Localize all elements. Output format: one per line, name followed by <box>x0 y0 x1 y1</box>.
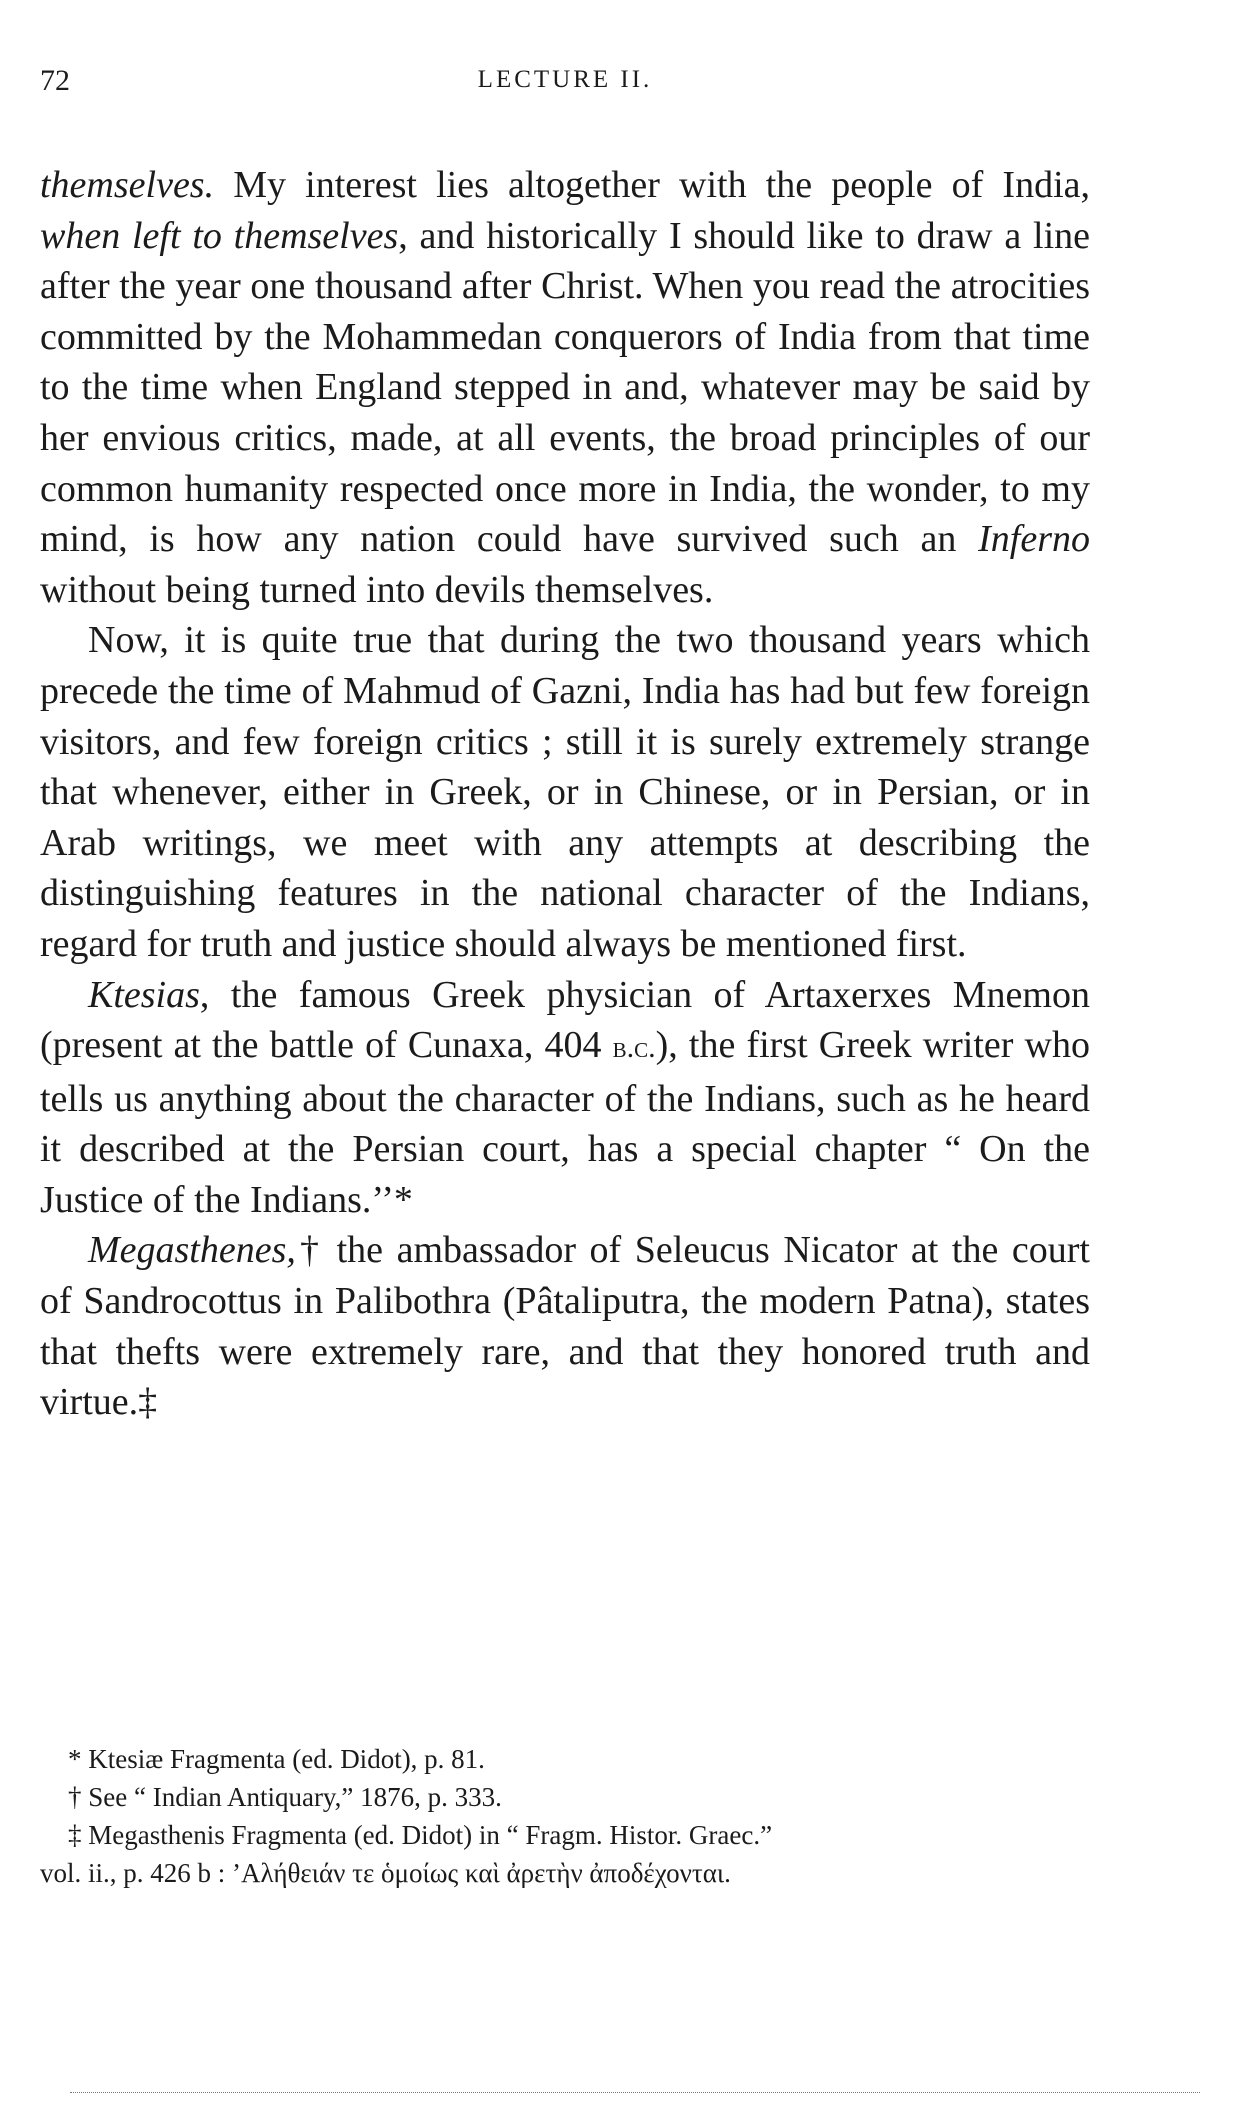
italic-text: themselves. <box>40 164 215 206</box>
paragraph <box>40 1225 1090 1427</box>
page-number: 72 <box>40 64 70 97</box>
italic-text: when left to themselves <box>40 214 399 257</box>
text-run: ), the first Greek writer who tells us anything about the character of the Indians, such as he heard it described at the Persian court, has a special chapter “ On the Justice of the Indians.’’* <box>40 1024 1090 1221</box>
text-run: , the famous Greek physician of Artaxerxes Mnemon (present at the battle of Cunaxa, 404 <box>40 973 1090 1067</box>
text-run: , and historically I should like to draw a line after the year one thousand after Christ. When you read the atrocities committed by the Mohammedan conquerors of India from that time to the time when England stepped in and, whatever may be said by her envious critics, made, at all events, the broad principles of our common humanity respected once more in India, the wonder, to my mind, is how any nation could have survived such an <box>40 214 1090 561</box>
paragraph <box>40 160 1090 615</box>
text-run: † the ambassador of Seleucus Nicator at the court of Sandrocottus in Palibothra (Pâtaliputra, the modern Patna), states that thefts were extremely rare, and that they honored truth and virtue.‡ <box>40 1229 1090 1424</box>
body-text <box>40 160 1090 1428</box>
paragraph <box>40 615 1090 969</box>
footnotes <box>40 1740 1090 1892</box>
footnote: ‡ Megasthenis Fragmenta (ed. Didot) in “ Fragm. Histor. Graec.” <box>68 1820 773 1850</box>
text-run: Now, it is quite true that during the two thousand years which precede the time of Mahmud of Gazni, India has had but few foreign visitors, and few foreign critics ; still it is surely extremely strange that whenever, either in Greek, or in Chinese, or in Persian, or in Arab writings, we meet with any attempts at describing the distinguishing features in the national character of the Indians, regard for truth and justice should always be mentioned first. <box>40 619 1090 965</box>
text-run: without being turned into devils themselves. <box>40 568 714 611</box>
italic-text: Ktesias <box>88 973 200 1016</box>
italic-text: Inferno <box>978 518 1090 561</box>
text-run: My interest lies altogether with the people of India, <box>214 164 1090 206</box>
paragraph <box>40 970 1090 1226</box>
running-head <box>40 64 1090 104</box>
italic-text: Megasthenes, <box>88 1229 296 1272</box>
footnote: * Ktesiæ Fragmenta (ed. Didot), p. 81. <box>68 1744 485 1774</box>
footnote-continuation: vol. ii., p. 426 b : ’Αλήθειάν τε ὁμοίως καὶ ἀρετὴν ἀποδέχονται. <box>40 1858 731 1888</box>
running-title: LECTURE II. <box>477 66 653 93</box>
bottom-rule <box>70 2092 1200 2093</box>
footnote: † See “ Indian Antiquary,” 1876, p. 333. <box>68 1782 502 1812</box>
smallcaps-text: b.c. <box>612 1031 656 1065</box>
